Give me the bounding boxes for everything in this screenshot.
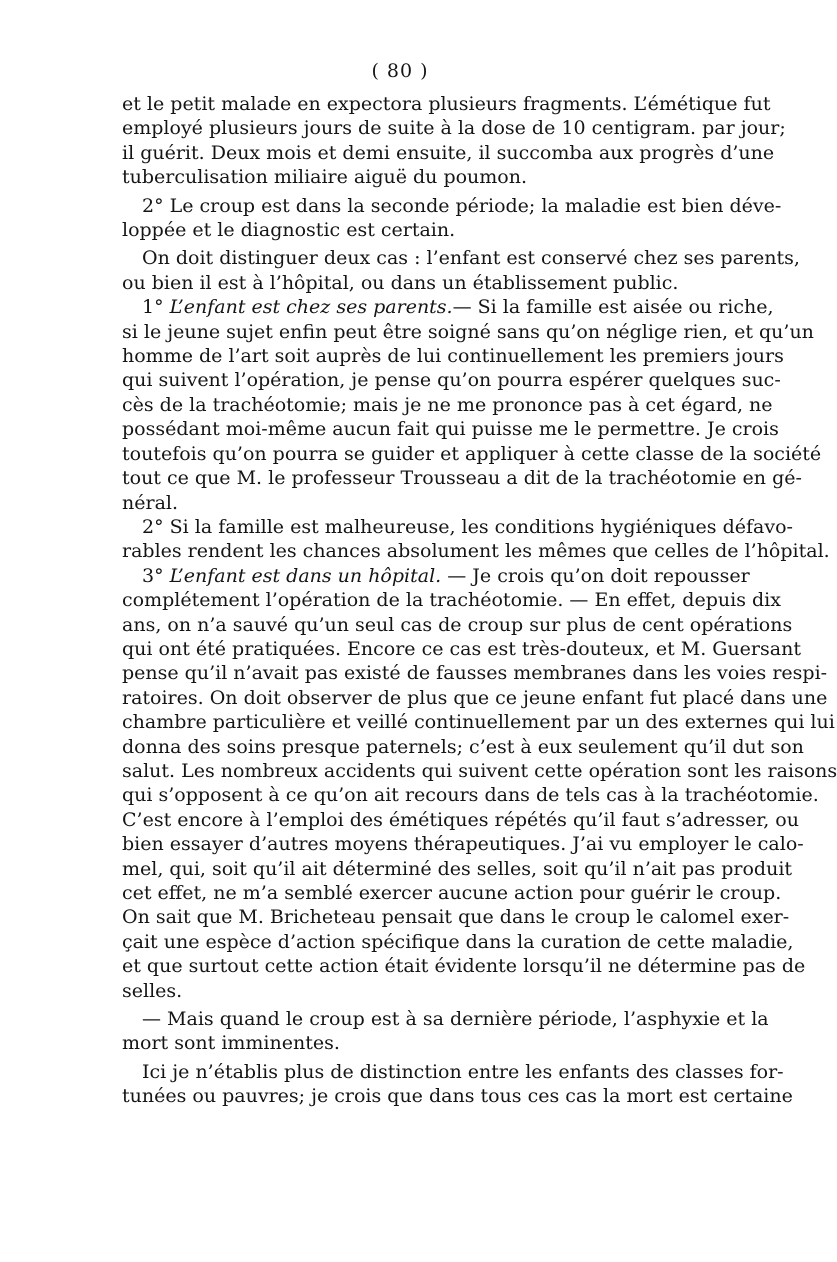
body-text: [122, 92, 837, 1109]
text-line: çait une espèce d’action spécifique dans la curation de cette maladie,: [122, 930, 794, 953]
text-line: ratoires. On doit observer de plus que ce jeune enfant fut placé dans une: [122, 686, 828, 709]
text-line: et que surtout cette action était évidente lorsqu’il ne détermine pas de: [122, 955, 806, 978]
text-line: 2° Le croup est dans la seconde période; la maladie est bien déve-: [142, 194, 782, 217]
section-number: 1°: [142, 296, 170, 319]
section-heading-italic: L’enfant est dans un hôpital.: [169, 564, 442, 587]
text-line: tuberculisation miliaire aiguë du poumon.: [122, 166, 528, 189]
text-line: salut. Les nombreux accidents qui suivent cette opération sont les raisons: [122, 759, 837, 782]
text-line: néral.: [122, 491, 179, 514]
text-line: tunées ou pauvres; je crois que dans tous ces cas la mort est certaine: [122, 1085, 793, 1108]
text-line: [122, 564, 750, 588]
text-line: loppée et le diagnostic est certain.: [122, 219, 456, 242]
text-line: On doit distinguer deux cas : l’enfant est conservé chez ses parents,: [142, 247, 800, 270]
text-line: Ici je n’établis plus de distinction entre les enfants des classes for-: [142, 1060, 784, 1083]
text-line: possédant moi-même aucun fait qui puisse me le permettre. Je crois: [122, 418, 779, 441]
text-line: selles.: [122, 979, 183, 1002]
text-line: cès de la trachéotomie; mais je ne me prononce pas à cet égard, ne: [122, 393, 773, 416]
text-line: qui s’opposent à ce qu’on ait recours dans de tels cas à la trachéotomie.: [122, 784, 819, 807]
text-line: C’est encore à l’emploi des émétiques répétés qu’il faut s’adresser, ou: [122, 808, 799, 831]
text-line: ou bien il est à l’hôpital, ou dans un établissement public.: [122, 271, 679, 294]
text-line: mort sont imminentes.: [122, 1032, 340, 1055]
text-line: rables rendent les chances absolument les mêmes que celles de l’hôpital.: [122, 540, 830, 563]
text-line: employé plusieurs jours de suite à la dose de 10 centigram. par jour;: [122, 117, 786, 140]
text-line: il guérit. Deux mois et demi ensuite, il succomba aux progrès d’une: [122, 141, 775, 164]
text-line: On sait que M. Bricheteau pensait que dans le croup le calomel exer-: [122, 906, 790, 929]
page-number: ( 80 ): [371, 60, 429, 82]
text-line: 2° Si la famille est malheureuse, les conditions hygiéniques défavo-: [142, 515, 793, 538]
text-line: qui ont été pratiquées. Encore ce cas est très-douteux, et M. Guersant: [122, 637, 801, 660]
text-line: tout ce que M. le professeur Trousseau a dit de la trachéotomie en gé-: [122, 467, 802, 490]
text-line: cet effet, ne m’a semblé exercer aucune action pour guérir le croup.: [122, 882, 782, 904]
line-text: Si la famille est aisée ou riche,: [477, 296, 774, 319]
text-line: — Mais quand le croup est à sa dernière période, l’asphyxie et la: [142, 1008, 769, 1031]
text-line: homme de l’art soit auprès de lui continuellement les premiers jours: [122, 345, 784, 368]
text-line: qui suivent l’opération, je pense qu’on pourra espérer quelques suc-: [122, 369, 781, 392]
text-line: ans, on n’a sauvé qu’un seul cas de croup sur plus de cent opérations: [122, 613, 793, 636]
line-text: — Je crois qu’on doit repousser: [447, 564, 750, 587]
text-line: [122, 295, 774, 319]
text-line: et le petit malade en expectora plusieurs fragments. L’émétique fut: [122, 93, 771, 115]
text-line: complétement l’opération de la trachéotomie. — En effet, depuis dix: [122, 589, 781, 612]
text-line: si le jeune sujet enfin peut être soigné sans qu’on néglige rien, et qu’un: [122, 320, 814, 343]
section-number: 3°: [142, 564, 170, 587]
text-line: toutefois qu’on pourra se guider et appliquer à cette classe de la société: [122, 442, 822, 465]
text-line: chambre particulière et veillé continuellement par un des externes qui lui: [122, 711, 835, 734]
heading-separator: —: [452, 296, 478, 319]
text-line: mel, qui, soit qu’il ait déterminé des selles, soit qu’il n’ait pas produit: [122, 857, 793, 880]
text-line: donna des soins presque paternels; c’est à eux seulement qu’il dut son: [122, 735, 804, 758]
text-line: pense qu’il n’avait pas existé de fausses membranes dans les voies respi-: [122, 662, 828, 685]
text-line: bien essayer d’autres moyens thérapeutiques. J’ai vu employer le calo-: [122, 833, 804, 856]
section-heading-italic: L’enfant est chez ses parents.: [169, 296, 453, 319]
